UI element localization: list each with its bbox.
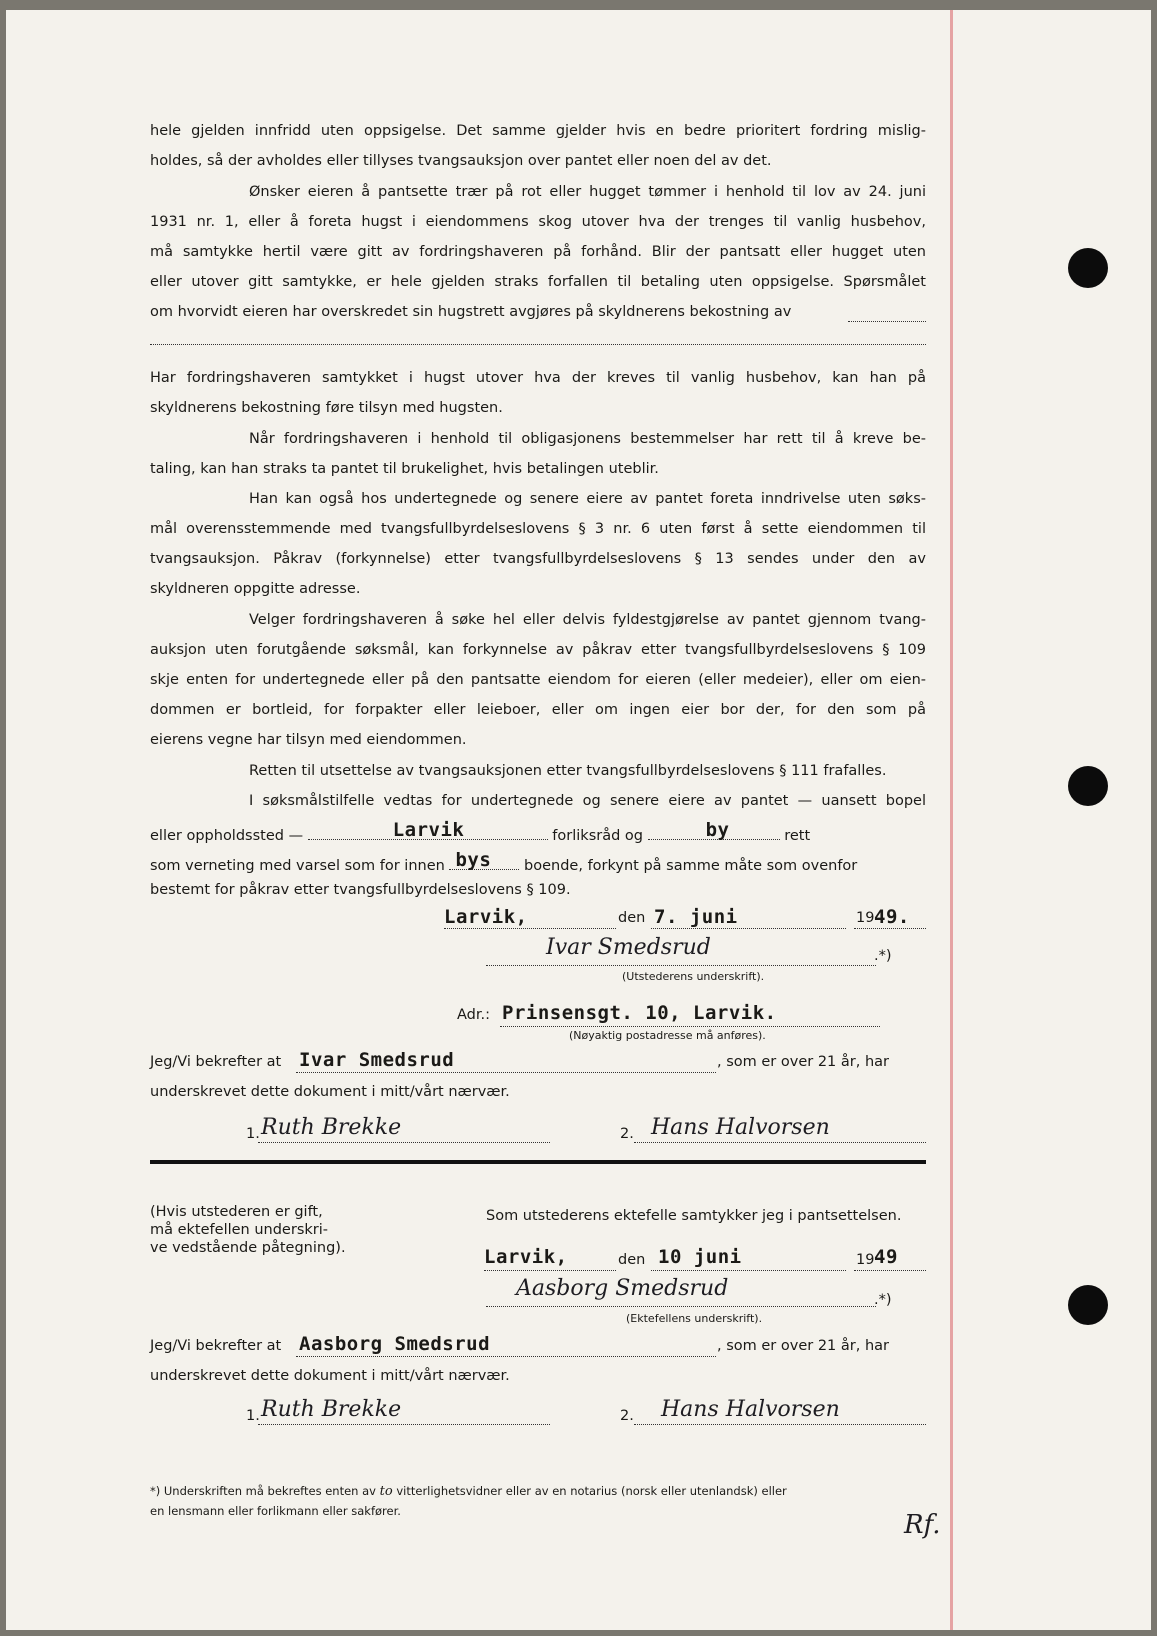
- body-line: eller utover gitt samtykke, er hele gjelden straks forfallen til betaling uten oppsigelse. Spørsmålet: [150, 274, 926, 290]
- issuer-year: 49.: [874, 906, 910, 928]
- handwritten-initials: Rf.: [904, 1510, 941, 1540]
- body-line: Ønsker eieren å pantsette trær på rot eller hugget tømmer i henhold til lov av 24. juni: [249, 184, 926, 200]
- issuer-signature: Ivar Smedsrud: [546, 935, 711, 960]
- body-line: Velger fordringshaveren å søke hel eller delvis fyldestgjørelse av pantet gjennom tvang-: [249, 612, 926, 628]
- body-line: Når fordringshaveren i henhold til obligasjonens bestemmelser har rett til å kreve be-: [249, 431, 926, 447]
- venue-line: som verneting med varsel som for innen bys boende, forkynt på samme måte som ovenfor: [150, 849, 858, 874]
- margin-rule: [950, 10, 953, 1630]
- venue-court: by: [705, 819, 730, 841]
- body-line: Har fordringshaveren samtykket i hugst utover hva der kreves til vanlig husbehov, kan han på: [150, 370, 926, 386]
- venue-line: eller oppholdssted — Larvik forliksråd og by rett: [150, 819, 811, 844]
- body-line: Retten til utsettelse av tvangsauksjonen etter tvangsfullbyrdelseslovens § 111 frafalles.: [249, 763, 887, 779]
- issuer-address: Prinsensgt. 10, Larvik.: [502, 1002, 777, 1024]
- signature-caption: (Utstederens underskrift).: [622, 970, 765, 983]
- body-line: 1931 nr. 1, eller å foreta hugst i eiendommens skog utover hva der trenges til vanlig husbehov,: [150, 214, 926, 230]
- witness-1-signature: Ruth Brekke: [261, 1397, 402, 1422]
- spouse-consent: Som utstederens ektefelle samtykker jeg i pantsettelsen.: [486, 1208, 902, 1224]
- spouse-date: 10 juni: [658, 1246, 742, 1268]
- punch-hole: [1068, 1285, 1108, 1325]
- body-line: eierens vegne har tilsyn med eiendommen.: [150, 732, 467, 748]
- body-line: holdes, så der avholdes eller tillyses tvangsauksjon over pantet eller noen del av det.: [150, 153, 772, 169]
- spouse-confirm-name: Aasborg Smedsrud: [299, 1333, 491, 1355]
- witness-1-signature: Ruth Brekke: [261, 1115, 402, 1140]
- body-line: skyldnerens bekostning føre tilsyn med hugsten.: [150, 400, 503, 416]
- spouse-signature: Aasborg Smedsrud: [516, 1276, 729, 1301]
- witness-2-signature: Hans Halvorsen: [651, 1115, 830, 1140]
- spouse-year: 49: [874, 1246, 898, 1268]
- body-line: taling, kan han straks ta pantet til brukelighet, hvis betalingen uteblir.: [150, 461, 659, 477]
- body-line: dommen er bortleid, for forpakter eller leieboer, eller om ingen eier bor der, for den som på: [150, 702, 926, 718]
- document-page: hele gjelden innfridd uten oppsigelse. Det samme gjelder hvis en bedre prioritert fordring mislig- holdes, så der avholdes eller tillyses tvangsauksjon over pantet eller noen del av det. Ønsker eieren å pantsette trær på rot eller hugget tømmer i henhold til lov av 24. juni 1931 nr. 1, eller å foreta hugst i eiendommens skog utover hva der trenges til vanlig husbehov, må samtykke hertil være gitt av fordringshaveren på forhånd. Blir der pantsatt eller hugget uten eller utover gitt samtykke, er hele gjelden straks forfallen til betaling uten oppsigelse. Spørsmålet om hvorvidt eieren har overskredet sin hugstrett avgjøres på skyldnerens bekostning av Har fordringshaveren samtykket i hugst utover hva der kreves til vanlig husbehov, kan han på skyldnerens bekostning føre tilsyn med hugsten. Når fordringshaveren i henhold til obligasjonens bestemmelser har rett til å kreve be- taling, kan han straks ta pantet til brukelighet, hvis betalingen uteblir. Han kan også hos undertegnede og senere eiere av pantet foreta inndrivelse uten søks- mål overensstemmende med tvangsfullbyrdelseslovens § 3 nr. 6 uten først å sette eiendommen til tvangsauksjon. Påkrav (forkynnelse) etter tvangsfullbyrdelseslovens § 13 sendes under den av skyldneren oppgitte adresse. Velger fordringshaveren å søke hel eller delvis fyldestgjørelse av pantet gjennom tvang- auksjon uten forutgående søksmål, kan forkynnelse av påkrav etter tvangsfullbyrdelseslovens § 109 skje enten for undertegnede eller på den pantsatte eiendom for eieren (eller medeier), eller om eien- dommen er bortleid, for forpakter eller leieboer, eller om ingen eier bor der, for den som på eierens vegne har tilsyn med eiendommen. Retten til utsettelse av tvangsauksjonen etter tvangsfullbyrdelseslovens § 111 frafalles. I søksmålstilfelle vedtas for undertegnede og senere eiere av pantet — uansett bopel eller oppholdssted — Larvik forliksråd og by rett som verneting med varsel som for innen bys boende, forkynt på samme måte som ovenfor bestemt for påkrav etter tvangsfullbyrdelseslovens § 109. Larvik, den 7. juni 19 49. Ivar Smedsrud .*) (Utstederens underskrift). Adr.: Prinsensgt. 10, Larvik. (Nøyaktig postadresse må anføres). Jeg/Vi bekrefter at Ivar Smedsrud , som er over 21 år, har underskrevet dette dokument i mitt/vårt nærvær. 1. Ruth Brekke 2. Hans Halvorsen (Hvis utstederen er gift, må ektefellen underskri- ve vedstående påtegning). Som utstederens ektefelle samtykker jeg i pantsettelsen. Larvik, den 10 juni 19 49 Aasborg Smedsrud .*) (Ektefellens underskrift). Jeg/Vi bekrefter at Aasborg Smedsrud , som er over 21 år, har underskrevet dette dokument i mitt/vårt nærvær. 1. Ruth Brekke 2. Hans Halvorsen *) Underskriften må bekreftes enten av to vitterlighetsvidner eller av en notarius (norsk eller utenlandsk) eller en lensmann eller forlikmann eller sakfører. Rf.: [6, 10, 1151, 1630]
- address-caption: (Nøyaktig postadresse må anføres).: [569, 1029, 766, 1042]
- venue-bys: bys: [455, 849, 492, 871]
- issuer-place: Larvik,: [444, 906, 528, 928]
- issuer-confirm-name: Ivar Smedsrud: [299, 1049, 455, 1071]
- body-line: Han kan også hos undertegnede og senere eiere av pantet foreta inndrivelse uten søks-: [249, 491, 926, 507]
- issuer-date: 7. juni: [654, 906, 738, 928]
- body-line: skje enten for undertegnede eller på den pantsatte eiendom for eieren (eller medeier), eller om eien-: [150, 672, 926, 688]
- body-line: må samtykke hertil være gitt av fordringshaveren på forhånd. Blir der pantsatt eller hugget uten: [150, 244, 926, 260]
- blank-line: [150, 344, 926, 345]
- witness-2-signature: Hans Halvorsen: [661, 1397, 840, 1422]
- body-line: auksjon uten forutgående søksmål, kan forkynnelse av påkrav etter tvangsfullbyrdelseslovens § 109: [150, 642, 926, 658]
- venue-place: Larvik: [392, 819, 465, 841]
- body-line: hele gjelden innfridd uten oppsigelse. Det samme gjelder hvis en bedre prioritert fordring mislig-: [150, 123, 926, 139]
- body-line: om hvorvidt eieren har overskredet sin hugstrett avgjøres på skyldnerens bekostning av: [150, 304, 792, 320]
- body-line: bestemt for påkrav etter tvangsfullbyrdelseslovens § 109.: [150, 882, 571, 898]
- blank-line: [848, 321, 926, 322]
- footnote: *) Underskriften må bekreftes enten av to vitterlighetsvidner eller av en notarius (norsk eller utenlandsk) eller: [150, 1484, 787, 1499]
- body-line: mål overensstemmende med tvangsfullbyrdelseslovens § 3 nr. 6 uten først å sette eiendommen til: [150, 521, 926, 537]
- punch-hole: [1068, 248, 1108, 288]
- body-line: tvangsauksjon. Påkrav (forkynnelse) etter tvangsfullbyrdelseslovens § 13 sendes under den av: [150, 551, 926, 567]
- spouse-place: Larvik,: [484, 1246, 568, 1268]
- punch-hole: [1068, 766, 1108, 806]
- signature-caption: (Ektefellens underskrift).: [626, 1312, 763, 1325]
- section-divider: [150, 1160, 926, 1164]
- body-line: skyldneren oppgitte adresse.: [150, 581, 361, 597]
- body-line: I søksmålstilfelle vedtas for undertegnede og senere eiere av pantet — uansett bopel: [249, 793, 926, 809]
